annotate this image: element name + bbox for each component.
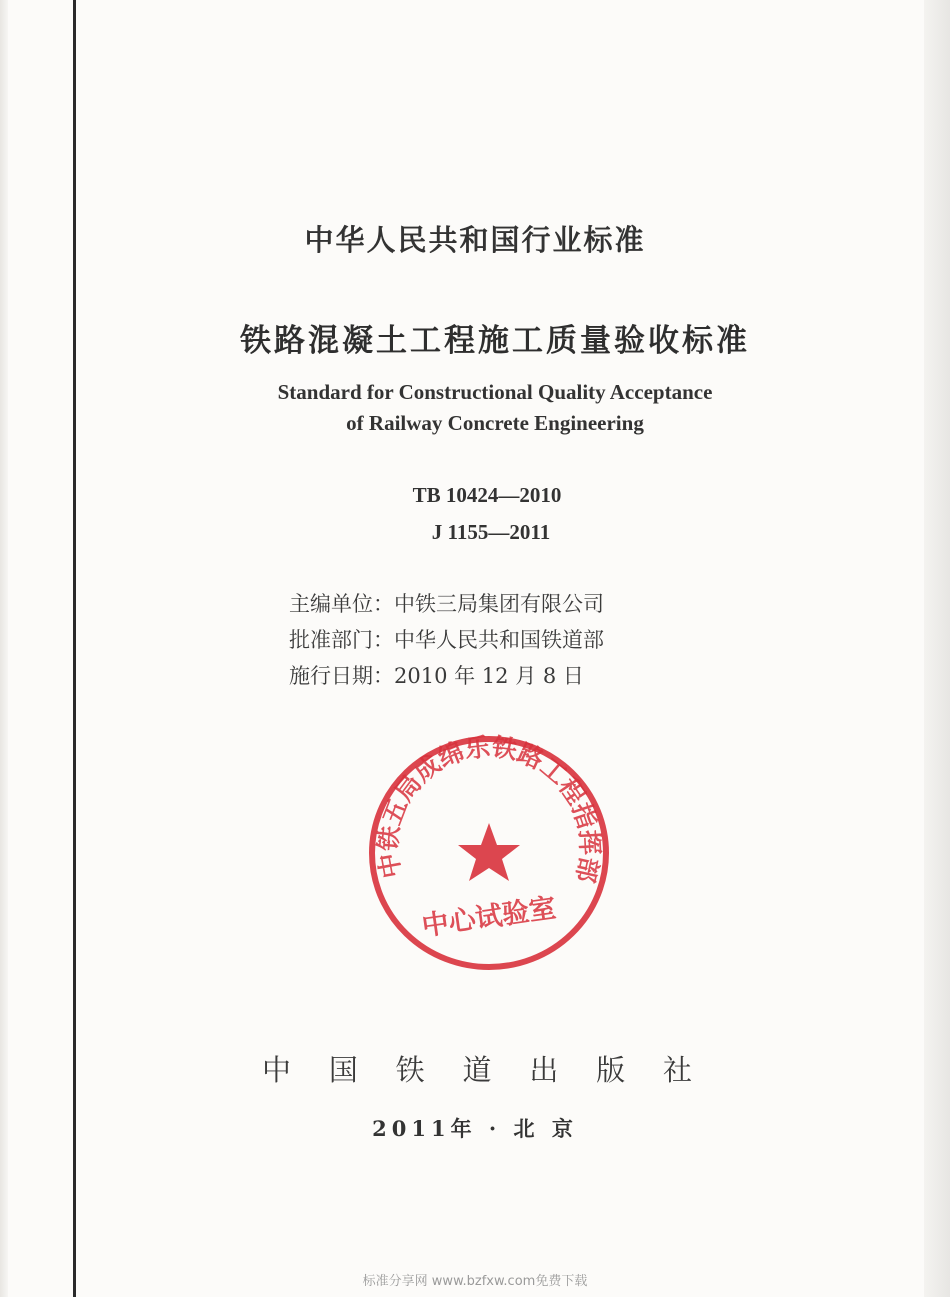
- document-meta: [289, 586, 604, 694]
- title-en-line2: of Railway Concrete Engineering: [346, 411, 644, 435]
- industry-standard-heading: 中华人民共和国行业标准: [304, 223, 646, 257]
- code-tb: TB 10424—2010: [412, 483, 562, 507]
- publisher-char: 铁: [395, 1053, 425, 1087]
- meta-row-approver: [289, 622, 604, 658]
- meta-value: 中华人民共和国铁道部: [394, 628, 604, 652]
- title-en-line1: Standard for Constructional Quality Acceptance: [277, 380, 713, 404]
- meta-value: 2010 年 12 月 8 日: [394, 664, 584, 688]
- meta-label: 主编单位：: [289, 592, 394, 616]
- publisher-char: 国: [328, 1053, 358, 1087]
- document-title-zh: 铁路混凝土工程施工质量验收标准: [240, 323, 750, 359]
- meta-row-effective-date: [289, 658, 604, 694]
- meta-label: 批准部门：: [289, 628, 394, 652]
- binding-line: [73, 0, 76, 1297]
- publisher-char: 社: [662, 1053, 692, 1087]
- page-right-edge: [924, 0, 950, 1297]
- seal-center-text: 中心试验室: [419, 892, 558, 943]
- publisher-char: 出: [529, 1053, 559, 1087]
- meta-value: 中铁三局集团有限公司: [394, 592, 604, 616]
- publisher-char: 中: [262, 1053, 292, 1087]
- meta-label: 施行日期：: [289, 664, 394, 688]
- publisher-char: 道: [462, 1053, 492, 1087]
- star-icon: [458, 823, 520, 881]
- meta-row-editor: [289, 586, 604, 622]
- seal-arc-text: 中铁五局成绵乐铁路工程指挥部: [373, 733, 605, 886]
- publisher-name: [262, 1048, 692, 1089]
- publication-date-place: 2011年 · 北 京: [372, 1116, 578, 1141]
- official-seal: [364, 733, 614, 973]
- site-watermark: 标准分享网 www.bzfxw.com免费下载: [362, 1274, 588, 1289]
- document-title-en: [20, 377, 950, 439]
- standard-codes: [12, 477, 950, 551]
- publisher-char: 版: [596, 1053, 626, 1087]
- page-left-edge: [0, 0, 8, 1297]
- code-j: J 1155—2011: [431, 520, 551, 544]
